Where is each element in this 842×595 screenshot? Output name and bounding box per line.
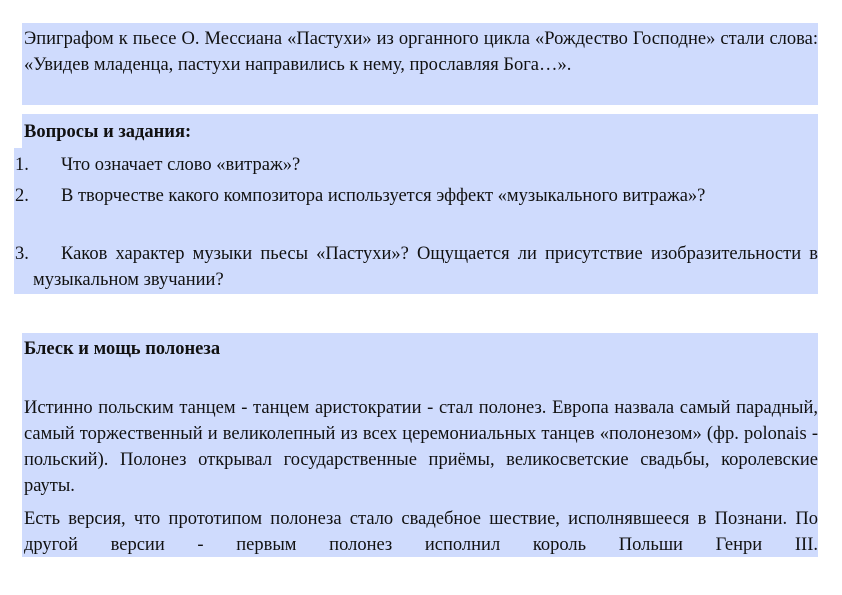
question-text: Что означает слово «витраж»? — [61, 155, 301, 175]
question-text: Каков характер музыки пьесы «Пастухи»? Ощущается ли присутствие изобразительности в музыкальном звучании? — [33, 244, 818, 290]
section-heading: Блеск и мощь полонеза — [24, 339, 221, 359]
polonaise-paragraph: Истинно польским танцем - танцем аристократии - стал полонез. Европа назвала самый парадный, самый торжественный и великолепный из всех церемониальных танцев «полонезом» (фр. polonais - польский). Полонез открывал государственные приёмы, великосветские свадьбы, королевские рауты. — [24, 398, 818, 496]
questions-heading: Вопросы и задания: — [24, 122, 192, 142]
question-number: 1. — [15, 155, 29, 175]
question-number: 3. — [15, 244, 29, 264]
polonaise-paragraph: Есть версия, что прототипом полонеза стало свадебное шествие, исполнявшееся в Познани. По другой версии - первым полонез исполнил король Польши Генри III. — [24, 509, 818, 555]
epigraph-paragraph: Эпиграфом к пьесе О. Мессиана «Пастухи» из органного цикла «Рождество Господне» стали слова: «Увидев младенца, пастухи направились к нему, прославляя Бога…». — [24, 29, 818, 75]
question-number: 2. — [15, 186, 29, 206]
question-text: В творчестве какого композитора используется эффект «музыкального витража»? — [61, 186, 706, 206]
